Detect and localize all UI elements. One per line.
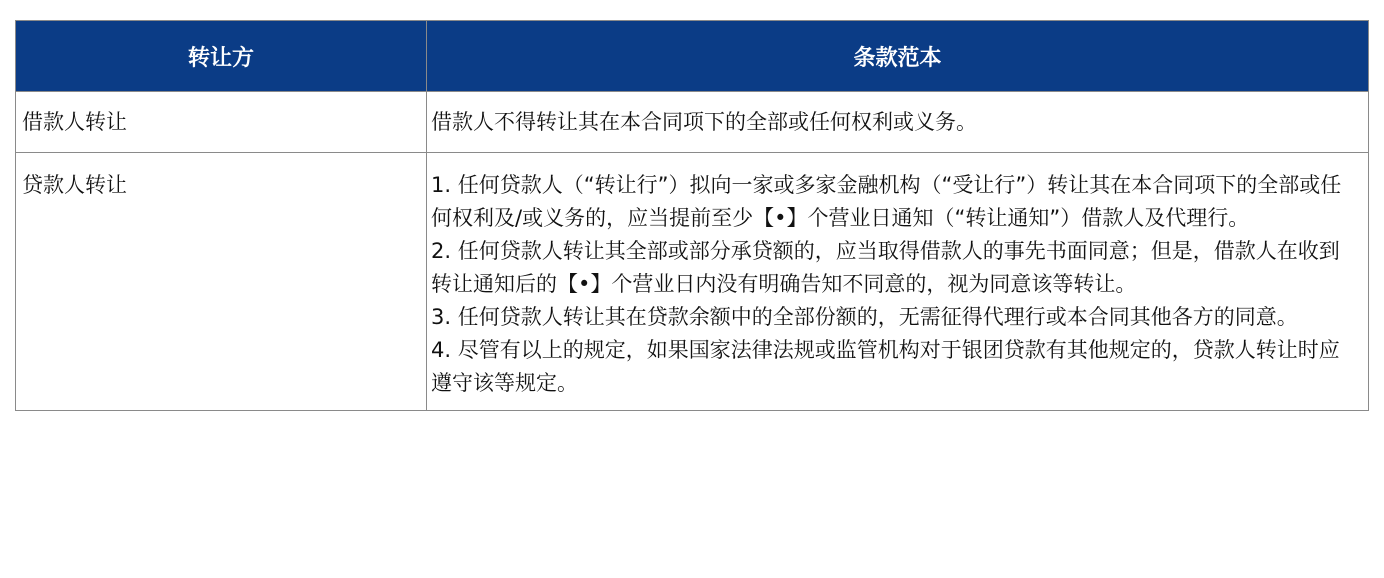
party-label: 借款人转让 [22, 110, 127, 134]
clause-list [427, 153, 1368, 410]
table-row-borrower-transfer [16, 92, 1369, 153]
party-cell [16, 153, 427, 411]
party-cell [16, 92, 427, 153]
clause-item-1: 1. 任何贷款人（“转让行”）拟向一家或多家金融机构（“受让行”）转让其在本合同项下的全部或任何权利及/或义务的，应当提前至少【•】个营业日通知（“转让通知”）借款人及代理行。 [431, 173, 1342, 230]
table-header-row [16, 21, 1369, 92]
clause-text [427, 92, 1368, 139]
header-clause-template: 条款范本 [427, 21, 1369, 92]
clause-cell [427, 92, 1369, 153]
clause-item-4: 4. 尽管有以上的规定，如果国家法律法规或监管机构对于银团贷款有其他规定的，贷款人转让时应遵守该等规定。 [431, 338, 1340, 395]
header-transferor: 转让方 [16, 21, 427, 92]
party-label: 贷款人转让 [22, 173, 127, 197]
table-row-lender-transfer [16, 153, 1369, 411]
clause-cell [427, 153, 1369, 411]
transfer-clause-table-container [15, 20, 1368, 411]
clause-item-2: 2. 任何贷款人转让其全部或部分承贷额的，应当取得借款人的事先书面同意；但是，借款人在收到转让通知后的【•】个营业日内没有明确告知不同意的，视为同意该等转让。 [431, 239, 1340, 296]
transfer-clause-table [15, 20, 1369, 411]
clause-item-3: 3. 任何贷款人转让其在贷款余额中的全部份额的，无需征得代理行或本合同其他各方的同意。 [431, 305, 1298, 329]
clause-item: 借款人不得转让其在本合同项下的全部或任何权利或义务。 [431, 110, 977, 134]
